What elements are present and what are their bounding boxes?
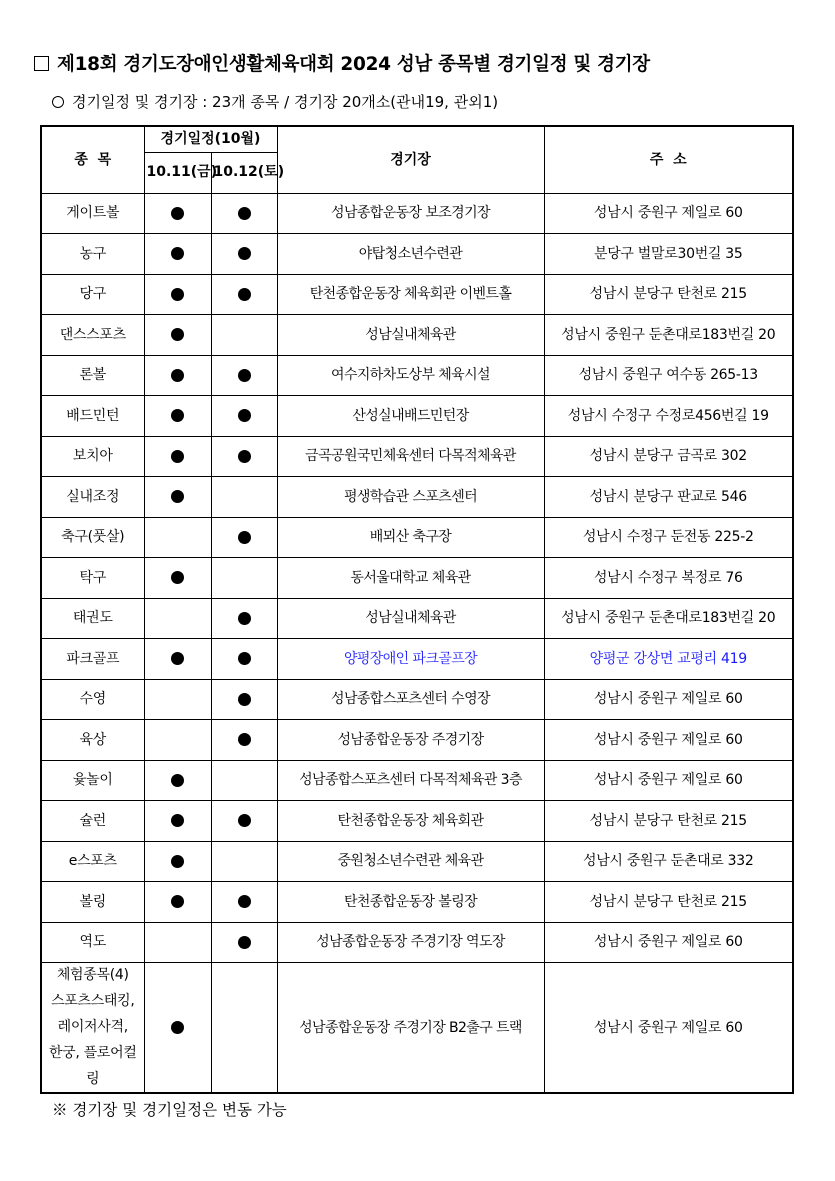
title-text: 제18회 경기도장애인생활체육대회 2024 성남 종목별 경기일정 및 경기장 — [57, 54, 650, 75]
address-cell: 분당구 벌말로30번길 35 — [544, 234, 793, 275]
sport-cell: 농구 — [41, 234, 144, 275]
address-cell: 성남시 중원구 제일로 60 — [544, 193, 793, 234]
schedule-cell-day1 — [144, 922, 211, 963]
venue-cell: 성남종합운동장 주경기장 역도장 — [277, 922, 544, 963]
filled-circle-icon — [171, 855, 184, 868]
header-date-2: 10.12(토) — [211, 152, 277, 193]
filled-circle-icon — [171, 247, 184, 260]
filled-circle-icon — [171, 490, 184, 503]
schedule-cell-day1 — [144, 841, 211, 882]
address-cell: 성남시 중원구 제일로 60 — [544, 963, 793, 1094]
sport-cell: 역도 — [41, 922, 144, 963]
schedule-cell-day1 — [144, 598, 211, 639]
sport-cell: 윷놀이 — [41, 760, 144, 801]
footnote: ※ 경기장 및 경기일정은 변동 가능 — [52, 1101, 287, 1119]
sport-cell: 태권도 — [41, 598, 144, 639]
venue-cell: 탄천종합운동장 체육회관 — [277, 801, 544, 842]
filled-circle-icon — [238, 733, 251, 746]
schedule-cell-day2 — [211, 760, 277, 801]
schedule-cell-day2 — [211, 922, 277, 963]
table-row — [41, 234, 793, 275]
filled-circle-icon — [238, 409, 251, 422]
schedule-cell-day2 — [211, 396, 277, 437]
sport-cell: 볼링 — [41, 882, 144, 923]
sport-cell: 게이트볼 — [41, 193, 144, 234]
table-row — [41, 679, 793, 720]
schedule-cell-day1 — [144, 234, 211, 275]
schedule-cell-day2 — [211, 639, 277, 680]
schedule-cell-day2 — [211, 882, 277, 923]
sport-cell: 탁구 — [41, 558, 144, 599]
schedule-cell-day1 — [144, 963, 211, 1094]
sport-cell: 슐런 — [41, 801, 144, 842]
table-row — [41, 639, 793, 680]
address-cell: 성남시 중원구 둔촌대로183번길 20 — [544, 315, 793, 356]
table-row — [41, 922, 793, 963]
address-cell: 성남시 분당구 탄천로 215 — [544, 801, 793, 842]
table-row — [41, 558, 793, 599]
venue-cell: 동서울대학교 체육관 — [277, 558, 544, 599]
document-subtitle — [52, 91, 498, 112]
table-row — [41, 315, 793, 356]
filled-circle-icon — [171, 652, 184, 665]
filled-circle-icon — [238, 288, 251, 301]
sport-cell — [41, 963, 144, 1094]
schedule-cell-day1 — [144, 274, 211, 315]
address-cell: 성남시 수정구 복정로 76 — [544, 558, 793, 599]
filled-circle-icon — [171, 369, 184, 382]
venue-cell: 평생학습관 스포츠센터 — [277, 477, 544, 518]
venue-cell: 배뫼산 축구장 — [277, 517, 544, 558]
circle-bullet-icon — [52, 96, 64, 108]
filled-circle-icon — [171, 774, 184, 787]
venue-cell: 양평장애인 파크골프장 — [277, 639, 544, 680]
schedule-cell-day1 — [144, 477, 211, 518]
sport-cell: 배드민턴 — [41, 396, 144, 437]
table-row — [41, 355, 793, 396]
sport-cell: 실내조정 — [41, 477, 144, 518]
square-bullet-icon — [34, 56, 49, 71]
schedule-cell-day1 — [144, 679, 211, 720]
venue-cell: 성남종합스포츠센터 다목적체육관 3층 — [277, 760, 544, 801]
table-row — [41, 274, 793, 315]
schedule-cell-day1 — [144, 639, 211, 680]
address-cell: 성남시 수정구 수정로456번길 19 — [544, 396, 793, 437]
sport-line: 스포츠스태킹, — [51, 992, 135, 1009]
sport-cell: 당구 — [41, 274, 144, 315]
schedule-cell-day1 — [144, 193, 211, 234]
sport-cell: 보치아 — [41, 436, 144, 477]
filled-circle-icon — [238, 531, 251, 544]
schedule-cell-day1 — [144, 436, 211, 477]
schedule-cell-day2 — [211, 355, 277, 396]
address-cell: 성남시 분당구 판교로 546 — [544, 477, 793, 518]
filled-circle-icon — [238, 612, 251, 625]
venue-cell: 야탑청소년수련관 — [277, 234, 544, 275]
table-row — [41, 193, 793, 234]
sport-cell: 축구(풋살) — [41, 517, 144, 558]
sport-cell: 론볼 — [41, 355, 144, 396]
filled-circle-icon — [171, 288, 184, 301]
address-cell: 성남시 분당구 탄천로 215 — [544, 274, 793, 315]
address-cell: 성남시 중원구 제일로 60 — [544, 720, 793, 761]
venue-cell: 성남종합운동장 주경기장 B2출구 트랙 — [277, 963, 544, 1094]
table-row — [41, 841, 793, 882]
address-cell: 성남시 분당구 금곡로 302 — [544, 436, 793, 477]
document-title — [34, 50, 650, 76]
venue-cell: 성남실내체육관 — [277, 598, 544, 639]
venue-cell: 탄천종합운동장 볼링장 — [277, 882, 544, 923]
filled-circle-icon — [238, 814, 251, 827]
venue-cell: 금곡공원국민체육센터 다목적체육관 — [277, 436, 544, 477]
filled-circle-icon — [238, 207, 251, 220]
sport-cell: 파크골프 — [41, 639, 144, 680]
schedule-cell-day1 — [144, 882, 211, 923]
schedule-cell-day2 — [211, 234, 277, 275]
schedule-table-body — [41, 193, 793, 1093]
filled-circle-icon — [238, 936, 251, 949]
schedule-cell-day1 — [144, 801, 211, 842]
table-row — [41, 436, 793, 477]
table-row — [41, 963, 793, 1094]
filled-circle-icon — [238, 369, 251, 382]
schedule-cell-day1 — [144, 720, 211, 761]
filled-circle-icon — [238, 450, 251, 463]
header-address: 주 소 — [544, 126, 793, 193]
filled-circle-icon — [171, 571, 184, 584]
filled-circle-icon — [238, 895, 251, 908]
filled-circle-icon — [171, 328, 184, 341]
sport-cell: e스포츠 — [41, 841, 144, 882]
sport-cell: 수영 — [41, 679, 144, 720]
address-cell: 성남시 중원구 둔촌대로183번길 20 — [544, 598, 793, 639]
sport-line: 체험종목(4) — [56, 967, 129, 983]
schedule-cell-day1 — [144, 396, 211, 437]
venue-cell: 성남종합운동장 보조경기장 — [277, 193, 544, 234]
venue-cell: 성남종합운동장 주경기장 — [277, 720, 544, 761]
schedule-cell-day2 — [211, 598, 277, 639]
venue-cell: 중원청소년수련관 체육관 — [277, 841, 544, 882]
schedule-cell-day2 — [211, 274, 277, 315]
schedule-cell-day1 — [144, 355, 211, 396]
table-row — [41, 477, 793, 518]
subtitle-text: 경기일정 및 경기장 : 23개 종목 / 경기장 20개소(관내19, 관외1) — [72, 93, 499, 111]
filled-circle-icon — [238, 693, 251, 706]
venue-cell: 성남종합스포츠센터 수영장 — [277, 679, 544, 720]
header-sport: 종 목 — [41, 126, 144, 193]
schedule-cell-day1 — [144, 315, 211, 356]
filled-circle-icon — [171, 895, 184, 908]
schedule-cell-day2 — [211, 193, 277, 234]
sport-line: 레이저사격, — [57, 1018, 128, 1035]
sport-cell: 댄스스포츠 — [41, 315, 144, 356]
address-cell: 성남시 중원구 제일로 60 — [544, 922, 793, 963]
table-row — [41, 396, 793, 437]
table-row — [41, 760, 793, 801]
address-cell: 성남시 중원구 제일로 60 — [544, 760, 793, 801]
filled-circle-icon — [238, 247, 251, 260]
sport-line: 한궁, 플로어컬링 — [48, 1044, 137, 1087]
address-cell: 성남시 중원구 제일로 60 — [544, 679, 793, 720]
schedule-cell-day1 — [144, 558, 211, 599]
table-row — [41, 801, 793, 842]
schedule-cell-day2 — [211, 801, 277, 842]
filled-circle-icon — [171, 207, 184, 220]
address-cell: 성남시 중원구 둔촌대로 332 — [544, 841, 793, 882]
address-cell: 성남시 수정구 둔전동 225-2 — [544, 517, 793, 558]
schedule-cell-day2 — [211, 841, 277, 882]
table-row — [41, 517, 793, 558]
schedule-cell-day1 — [144, 517, 211, 558]
schedule-table — [40, 125, 794, 1094]
header-venue: 경기장 — [277, 126, 544, 193]
venue-cell: 여수지하차도상부 체육시설 — [277, 355, 544, 396]
schedule-cell-day2 — [211, 436, 277, 477]
venue-cell: 산성실내배드민턴장 — [277, 396, 544, 437]
table-row — [41, 882, 793, 923]
schedule-cell-day2 — [211, 720, 277, 761]
schedule-cell-day2 — [211, 477, 277, 518]
sport-cell: 육상 — [41, 720, 144, 761]
schedule-cell-day2 — [211, 315, 277, 356]
filled-circle-icon — [171, 1021, 184, 1034]
address-cell: 성남시 분당구 탄천로 215 — [544, 882, 793, 923]
address-cell: 성남시 중원구 여수동 265-13 — [544, 355, 793, 396]
schedule-cell-day1 — [144, 760, 211, 801]
address-cell: 양평군 강상면 교평리 419 — [544, 639, 793, 680]
venue-cell: 성남실내체육관 — [277, 315, 544, 356]
schedule-cell-day2 — [211, 679, 277, 720]
table-row — [41, 598, 793, 639]
header-date-1: 10.11(금) — [144, 152, 211, 193]
schedule-cell-day2 — [211, 963, 277, 1094]
schedule-cell-day2 — [211, 558, 277, 599]
venue-cell: 탄천종합운동장 체육회관 이벤트홀 — [277, 274, 544, 315]
header-schedule: 경기일정(10월) — [144, 126, 277, 152]
schedule-cell-day2 — [211, 517, 277, 558]
filled-circle-icon — [171, 450, 184, 463]
table-row — [41, 720, 793, 761]
filled-circle-icon — [171, 409, 184, 422]
filled-circle-icon — [238, 652, 251, 665]
filled-circle-icon — [171, 814, 184, 827]
